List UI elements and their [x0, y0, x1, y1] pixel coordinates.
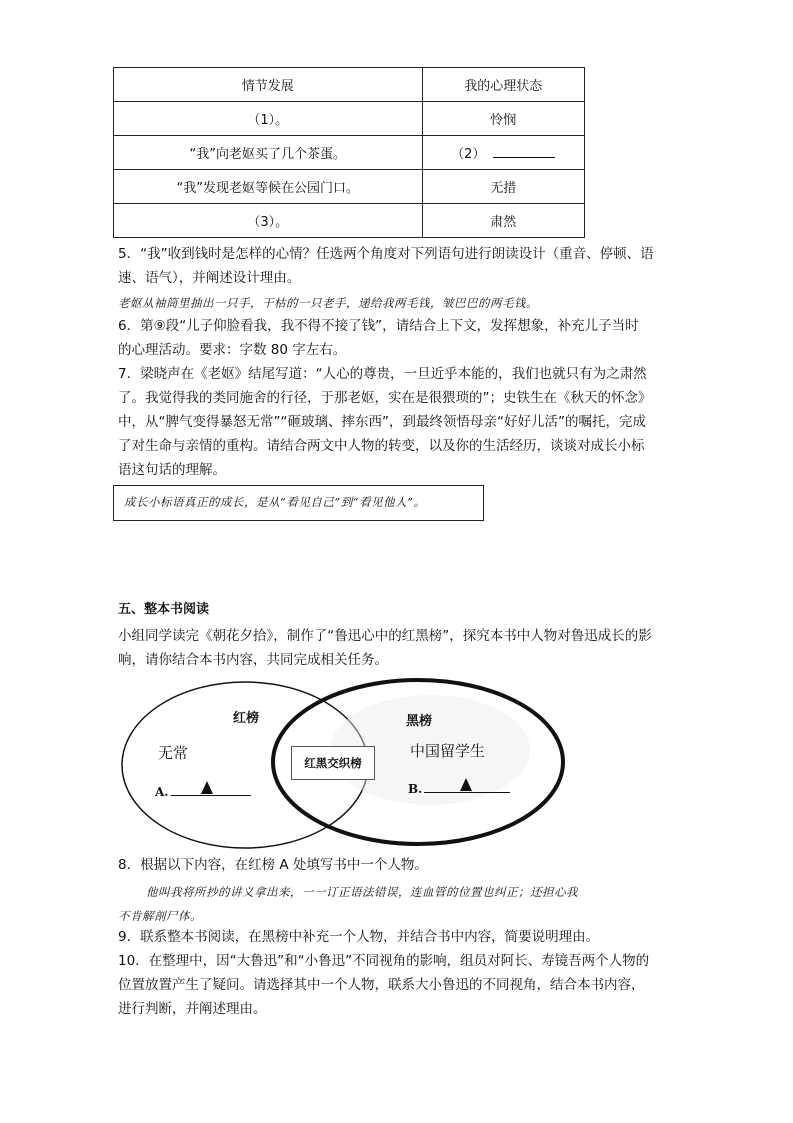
table-row: [114, 204, 585, 238]
overlap-label: 红黑交织榜: [291, 746, 375, 780]
q7-answer-text: 成长小标语真正的成长，是从“看见自己”到“看见他人”。: [124, 495, 426, 509]
slot-a-blank[interactable]: [171, 783, 251, 796]
section-title: 五、整本书阅读: [118, 602, 210, 617]
triangle-marker-icon: [460, 778, 472, 791]
q10-line2: 位置放置产生了疑问。请选择其中一个人物，联系大小鲁迅的不同视角，结合本书内容，: [118, 977, 645, 993]
slot-a[interactable]: [155, 783, 251, 799]
q8-quote-line2: 不肯解剖尸体。: [118, 909, 202, 923]
q7-line5: 语这句话的理解。: [118, 462, 226, 478]
q8-line: 8．根据以下内容，在红榜 A 处填写书中一个人物。: [118, 857, 428, 873]
q5-quote: 老妪从袖筒里抽出一只手，干枯的一只老手，递给我两毛钱，皱巴巴的两毛钱。: [118, 296, 538, 310]
table-cell-plot: “我”发现老妪等候在公园门口。: [114, 170, 423, 204]
plot-emotion-table: [113, 67, 585, 238]
q7-line3: 中，从“脾气变得暴怒无常”“砸玻璃、摔东西”，到最终领悟母亲“好好儿活”的嘱托，完成: [118, 414, 646, 430]
q6-line1: 6．第⑨段“儿子仰脸看我，我不得不接了钱”，请结合上下文，发挥想象，补充儿子当时: [118, 318, 639, 334]
q5-line1: 5．“我”收到钱时是怎样的心情？任选两个角度对下列语句进行朗读设计（重音、停顿、语: [118, 246, 654, 262]
answer-blank-line[interactable]: [493, 145, 555, 158]
q7-line4: 了对生命与亲情的重构。请结合两文中人物的转变，以及你的生活经历，谈谈对成长小标: [118, 438, 645, 454]
slot-b-label: B.: [408, 782, 423, 796]
table-cell-plot: （1）。: [114, 102, 423, 136]
table-cell-state: 怜悯: [422, 102, 585, 136]
red-list-item: 无常: [158, 744, 189, 762]
black-list-title: 黑榜: [406, 714, 433, 729]
table-row: [114, 102, 585, 136]
q7-line2: 了。我觉得我的类同施舍的行径，于那老妪，实在是很猥琐的”；史铁生在《秋天的怀念》: [118, 390, 652, 406]
table-cell-plot: “我”向老妪买了几个茶蛋。: [114, 136, 423, 170]
black-list-item: 中国留学生: [410, 742, 486, 760]
q10-line1: 10．在整理中，因“大鲁迅”和“小鲁迅”不同视角的影响，组员对阿长、寿镜吾两个人物的: [118, 953, 650, 969]
q7-answer-box[interactable]: [113, 485, 484, 521]
q9-line: 9．联系整本书阅读，在黑榜中补充一个人物，并结合书中内容，简要说明理由。: [118, 929, 600, 945]
table-cell-state: 肃然: [422, 204, 585, 238]
table-row: [114, 170, 585, 204]
table-header-row: [114, 68, 585, 102]
section-intro-line1: 小组同学读完《朝花夕拾》，制作了“鲁迅心中的红黑榜”，探究本书中人物对鲁迅成长的影: [118, 628, 652, 644]
q5-line2: 速、语气），并阐述设计理由。: [118, 270, 301, 286]
red-list-title: 红榜: [233, 711, 260, 726]
table-header-state: 我的心理状态: [422, 68, 585, 102]
blank-label: （2）: [451, 147, 486, 162]
table-cell-plot: （3）。: [114, 204, 423, 238]
q8-quote-line1: 他叫我将所抄的讲义拿出来，一一订正语法错误，连血管的位置也纠正；还担心我: [146, 885, 578, 899]
q7-line1: 7．梁晓声在《老妪》结尾写道：“人心的尊贵，一旦近乎本能的，我们也就只有为之肃然: [118, 366, 647, 382]
slot-a-label: A.: [155, 785, 169, 799]
table-header-plot: 情节发展: [114, 68, 423, 102]
table-row: [114, 136, 585, 170]
q10-line3: 进行判断，并阐述理由。: [118, 1001, 267, 1017]
slot-b[interactable]: [408, 780, 510, 796]
slot-b-blank[interactable]: [424, 780, 510, 793]
table-cell-state-blank[interactable]: [422, 136, 585, 170]
red-black-venn-diagram: [110, 670, 590, 855]
section-intro-line2: 响，请你结合本书内容，共同完成相关任务。: [118, 652, 388, 668]
triangle-marker-icon: [201, 781, 213, 794]
q6-line2: 的心理活动。要求：字数 80 字左右。: [118, 342, 347, 358]
table-cell-state: 无措: [422, 170, 585, 204]
